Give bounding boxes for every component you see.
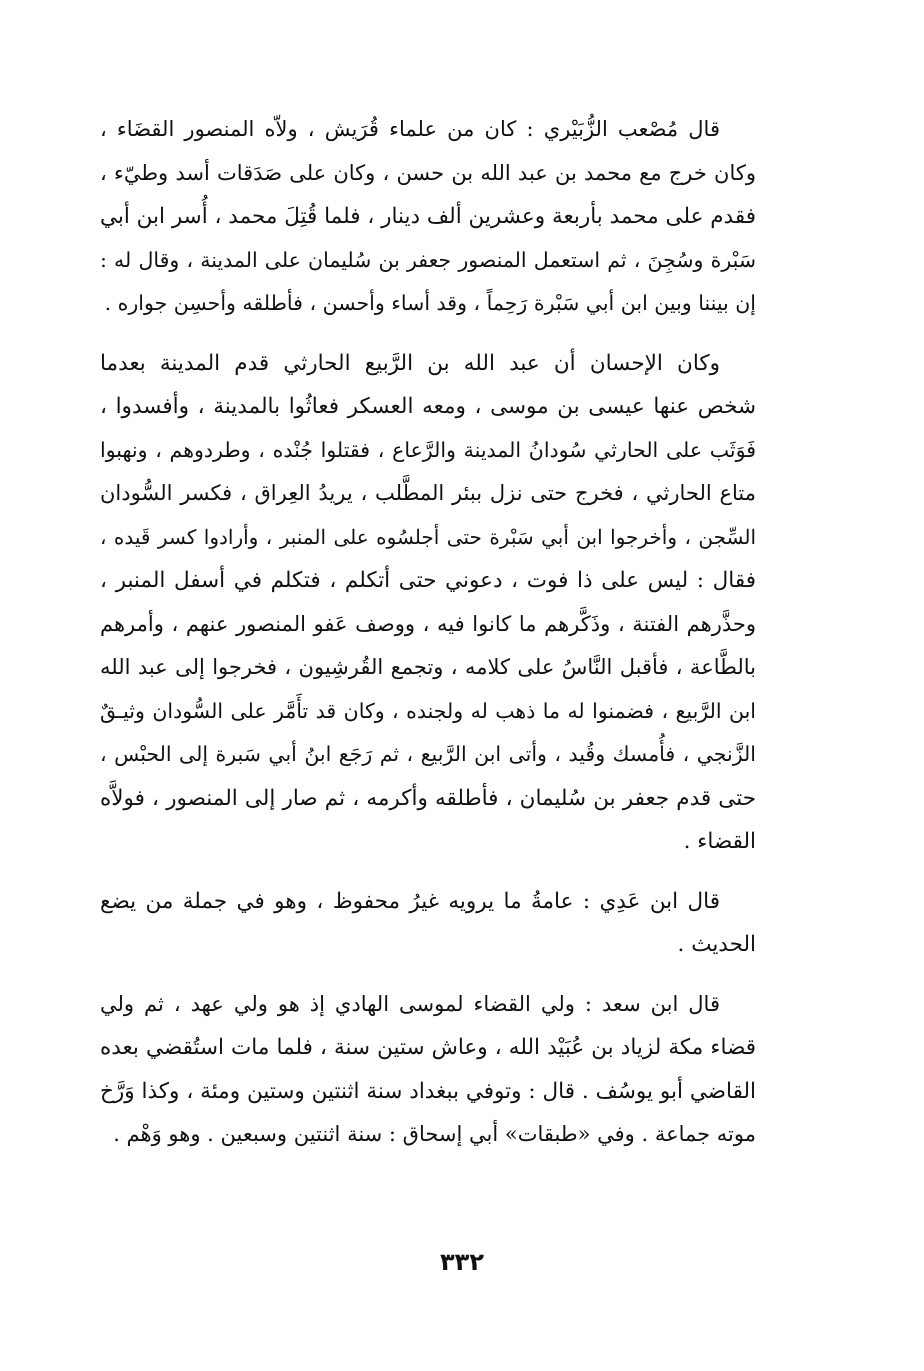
- text-line: القاضي أبو يوسُف . قال : وتوفي ببغداد سنة اثنتين وستين ومئة ، وكذا وَرَّخ: [100, 1078, 756, 1104]
- text-line: شخص عنها عيسى بن موسى ، ومعه العسكر فعاثُوا بالمدينة ، وأفسدوا ،: [100, 394, 756, 419]
- text-line: قال ابن عَدِي : عامةُ ما يرويه غيرُ محفوظ ، وهو في جملة من يضع: [100, 888, 720, 914]
- page-body: [100, 108, 756, 1157]
- text-line: الزَّنجي ، فأُمسك وقُيد ، وأتى ابن الرَّبيع ، ثم رَجَع ابنُ أبي سَبرة إلى الحبْس ،: [100, 742, 756, 766]
- text-line: الحديث .: [677, 932, 756, 957]
- text-line: وكان خرج مع محمد بن عبد الله بن حسن ، وكان على صَدَقات أسد وطيّء ،: [100, 160, 756, 185]
- paragraph-ibn-adi: [100, 880, 756, 967]
- text-line: فقال : ليس على ذا فوت ، دعوني حتى أتكلم ، فتكلم في أسفل المنبر ،: [100, 568, 756, 593]
- text-line: حتى قدم جعفر بن سُليمان ، فأطلقه وأكرمه ، ثم صار إلى المنصور ، فولاَّه: [100, 785, 756, 811]
- text-line: السِّجن ، وأخرجوا ابن أبي سَبْرة حتى أجلسُوه على المنبر ، وأرادوا كسر قَيده ،: [100, 524, 756, 549]
- text-line: قال مُصْعب الزُّبَيْري : كان من علماء قُرَيش ، ولاّه المنصور القضَاء ،: [100, 117, 720, 141]
- text-line: قال ابن سعد : ولي القضاء لموسى الهادي إذ هو ولي عهد ، ثم ولي: [100, 991, 720, 1016]
- text-line: متاع الحارثي ، فخرج حتى نزل ببئر المطَّلب ، يريدُ العِراق ، فكسر السُّودان: [100, 481, 756, 505]
- text-line: وحذَّرهم الفتنة ، وذَكَّرهم ما كانوا فيه ، ووصف عَفو المنصور عنهم ، وأمرهم: [100, 611, 756, 636]
- paragraph-ibn-saad: [100, 983, 756, 1157]
- text-line: القضاء .: [683, 829, 756, 854]
- text-line: فقدم على محمد بأربعة وعشرين ألف دينار ، فلما قُتِلَ محمد ، أُسر ابن أبي: [99, 204, 756, 229]
- text-line: وكان الإحسان أن عبد الله بن الرَّبيع الحارثي قدم المدينة بعدما: [100, 350, 720, 376]
- text-line: فَوَثَب على الحارثي سُودانُ المدينة والرَّعاع ، فقتلوا جُنْده ، وطردوهم ، ونهبوا: [100, 437, 756, 462]
- text-line: سَبْرة وسُجِنَ ، ثم استعمل المنصور جعفر بن سُليمان على المدينة ، وقال له :: [100, 247, 756, 272]
- paragraph-musab-zubayri: [100, 108, 756, 326]
- text-line: ابن الرَّبيع ، فضمنوا له ما ذهب له ولجنده ، وكان قد تأَمَّر على السُّودان وثيـقٌ: [100, 698, 756, 723]
- text-line: إن بيننا وبين ابن أبي سَبْرة رَحِماً ، وقد أساء وأحسن ، فأطلقه وأحسِن جواره .: [104, 291, 756, 315]
- text-line: بالطَّاعة ، فأقبل النَّاسُ على كلامه ، وتجمع القُرشِيون ، فخرجوا إلى عبد الله: [100, 655, 756, 679]
- text-line: موته جماعة . وفي «طبقات» أبي إسحاق : سنة اثنتين وسبعين . وهو وَهْم .: [113, 1122, 756, 1146]
- paragraph-ihsan-story: [100, 342, 756, 864]
- text-line: قضاء مكة لزياد بن عُبَيْد الله ، وعاش ستين سنة ، فلما مات استُقضي بعده: [100, 1035, 756, 1060]
- page-number: ٣٣٢: [440, 1248, 484, 1276]
